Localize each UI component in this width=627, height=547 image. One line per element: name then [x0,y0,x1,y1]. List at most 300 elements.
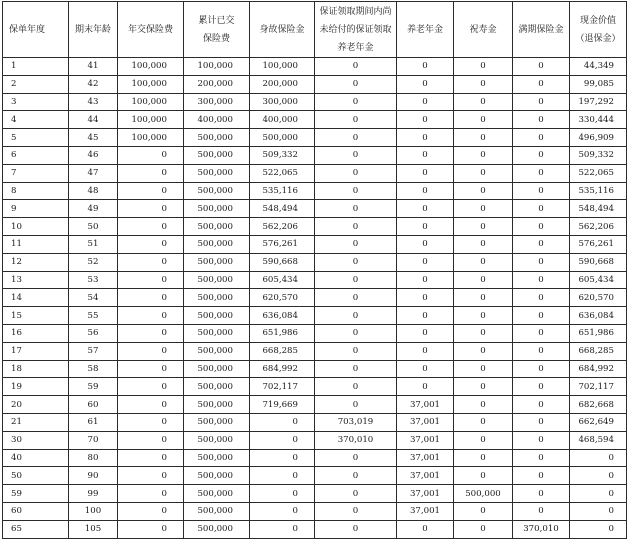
cell-birthday-benefit: 0 [454,467,513,485]
table-row [3,324,627,342]
cell-cumulative-premium: 500,000 [184,129,250,147]
table-row [3,271,627,289]
cell-cumulative-premium: 500,000 [184,378,250,396]
cell-policy-year: 5 [3,129,69,147]
cell-pension: 0 [397,111,454,129]
cell-maturity-benefit: 0 [513,360,570,378]
cell-cash-value: 0 [570,502,627,520]
cell-age-end: 47 [69,164,118,182]
cell-maturity-benefit: 0 [513,146,570,164]
cell-maturity-benefit: 0 [513,467,570,485]
header-cash-value-line1: 现金价值 [579,15,616,26]
cell-death-benefit: 684,992 [250,360,315,378]
cell-age-end: 99 [69,485,118,503]
cell-guaranteed-unpaid-pension: 0 [315,182,397,200]
cell-death-benefit: 0 [250,502,315,520]
cell-birthday-benefit: 0 [454,396,513,414]
cell-death-benefit: 562,206 [250,218,315,236]
cell-age-end: 52 [69,253,118,271]
cell-cash-value: 620,570 [570,289,627,307]
cell-death-benefit: 636,084 [250,307,315,325]
cell-death-benefit: 400,000 [250,111,315,129]
cell-maturity-benefit: 0 [513,271,570,289]
cell-annual-premium: 0 [118,396,184,414]
cell-guaranteed-unpaid-pension: 0 [315,271,397,289]
cell-guaranteed-unpaid-pension: 0 [315,396,397,414]
header-cash-value-line2: （退保金） [575,33,621,44]
cell-policy-year: 65 [3,520,69,538]
cell-policy-year: 12 [3,253,69,271]
cell-maturity-benefit: 0 [513,235,570,253]
header-pension: 养老年金 [397,2,454,58]
cell-birthday-benefit: 0 [454,146,513,164]
table-row [3,360,627,378]
cell-annual-premium: 0 [118,449,184,467]
cell-annual-premium: 0 [118,307,184,325]
table-row [3,413,627,431]
cell-death-benefit: 0 [250,449,315,467]
cell-birthday-benefit: 0 [454,431,513,449]
cell-pension: 0 [397,58,454,76]
cell-age-end: 61 [69,413,118,431]
cell-death-benefit: 605,434 [250,271,315,289]
cell-cumulative-premium: 500,000 [184,360,250,378]
cell-pension: 0 [397,218,454,236]
cell-pension: 0 [397,235,454,253]
cell-guaranteed-unpaid-pension: 370,010 [315,431,397,449]
cell-death-benefit: 0 [250,485,315,503]
cell-birthday-benefit: 0 [454,253,513,271]
cell-maturity-benefit: 0 [513,413,570,431]
cell-guaranteed-unpaid-pension: 0 [315,111,397,129]
cell-policy-year: 60 [3,502,69,520]
cell-annual-premium: 0 [118,146,184,164]
cell-policy-year: 18 [3,360,69,378]
cell-policy-year: 11 [3,235,69,253]
cell-cumulative-premium: 500,000 [184,182,250,200]
cell-age-end: 58 [69,360,118,378]
cell-policy-year: 8 [3,182,69,200]
cell-death-benefit: 620,570 [250,289,315,307]
header-guaranteed-unpaid-line2: 未给付的保证领取 [319,24,392,35]
cell-pension: 37,001 [397,485,454,503]
cell-guaranteed-unpaid-pension: 0 [315,449,397,467]
cell-cumulative-premium: 500,000 [184,413,250,431]
cell-pension: 0 [397,164,454,182]
cell-annual-premium: 0 [118,218,184,236]
cell-pension: 0 [397,200,454,218]
cell-age-end: 51 [69,235,118,253]
cell-cash-value: 509,332 [570,146,627,164]
cell-cumulative-premium: 500,000 [184,342,250,360]
cell-cash-value: 682,668 [570,396,627,414]
cell-cumulative-premium: 500,000 [184,235,250,253]
cell-guaranteed-unpaid-pension: 0 [315,502,397,520]
cell-cash-value: 668,285 [570,342,627,360]
cell-guaranteed-unpaid-pension: 0 [315,360,397,378]
cell-policy-year: 4 [3,111,69,129]
cell-maturity-benefit: 370,010 [513,520,570,538]
table-row [3,235,627,253]
cell-annual-premium: 0 [118,164,184,182]
cell-maturity-benefit: 0 [513,378,570,396]
cell-birthday-benefit: 0 [454,75,513,93]
table-row [3,502,627,520]
cell-guaranteed-unpaid-pension: 0 [315,467,397,485]
cell-guaranteed-unpaid-pension: 0 [315,485,397,503]
header-guaranteed-unpaid-line1: 保证领取期间内尚 [319,6,392,17]
cell-cumulative-premium: 200,000 [184,75,250,93]
cell-maturity-benefit: 0 [513,396,570,414]
cell-birthday-benefit: 0 [454,342,513,360]
cell-birthday-benefit: 0 [454,93,513,111]
cell-birthday-benefit: 0 [454,502,513,520]
cell-annual-premium: 0 [118,520,184,538]
cell-age-end: 56 [69,324,118,342]
cell-cash-value: 0 [570,520,627,538]
cell-annual-premium: 0 [118,271,184,289]
cell-policy-year: 13 [3,271,69,289]
cell-death-benefit: 0 [250,520,315,538]
cell-maturity-benefit: 0 [513,502,570,520]
cell-birthday-benefit: 0 [454,111,513,129]
cell-cash-value: 0 [570,467,627,485]
cell-birthday-benefit: 0 [454,307,513,325]
cell-death-benefit: 576,261 [250,235,315,253]
cell-age-end: 59 [69,378,118,396]
cell-pension: 0 [397,129,454,147]
cell-age-end: 105 [69,520,118,538]
cell-age-end: 48 [69,182,118,200]
cell-policy-year: 3 [3,93,69,111]
cell-birthday-benefit: 0 [454,164,513,182]
cell-cumulative-premium: 500,000 [184,200,250,218]
cell-pension: 0 [397,253,454,271]
benefit-table-container [2,1,621,539]
cell-annual-premium: 0 [118,485,184,503]
cell-annual-premium: 0 [118,431,184,449]
table-row [3,146,627,164]
cell-cumulative-premium: 500,000 [184,431,250,449]
cell-cumulative-premium: 500,000 [184,146,250,164]
header-cumulative-premium-line1: 累计已交 [198,15,235,26]
cell-maturity-benefit: 0 [513,307,570,325]
table-header-row [3,2,627,58]
cell-annual-premium: 100,000 [118,129,184,147]
cell-annual-premium: 0 [118,289,184,307]
cell-age-end: 80 [69,449,118,467]
cell-pension: 0 [397,146,454,164]
cell-age-end: 54 [69,289,118,307]
cell-cumulative-premium: 500,000 [184,520,250,538]
cell-birthday-benefit: 0 [454,324,513,342]
cell-birthday-benefit: 0 [454,289,513,307]
table-row [3,218,627,236]
cell-cumulative-premium: 500,000 [184,164,250,182]
cell-pension: 0 [397,378,454,396]
table-row [3,431,627,449]
cell-maturity-benefit: 0 [513,129,570,147]
cell-death-benefit: 500,000 [250,129,315,147]
cell-annual-premium: 100,000 [118,93,184,111]
cell-cumulative-premium: 500,000 [184,502,250,520]
table-row [3,253,627,271]
cell-guaranteed-unpaid-pension: 0 [315,520,397,538]
cell-cash-value: 99,085 [570,75,627,93]
table-row [3,342,627,360]
cell-maturity-benefit: 0 [513,164,570,182]
header-cumulative-premium [184,2,250,58]
cell-birthday-benefit: 0 [454,520,513,538]
cell-birthday-benefit: 0 [454,235,513,253]
cell-cash-value: 562,206 [570,218,627,236]
cell-policy-year: 1 [3,58,69,76]
cell-maturity-benefit: 0 [513,200,570,218]
cell-guaranteed-unpaid-pension: 0 [315,378,397,396]
cell-age-end: 57 [69,342,118,360]
cell-guaranteed-unpaid-pension: 0 [315,235,397,253]
cell-policy-year: 7 [3,164,69,182]
cell-birthday-benefit: 0 [454,58,513,76]
table-row [3,307,627,325]
table-row [3,58,627,76]
benefit-illustration-table [2,1,627,539]
cell-pension: 0 [397,520,454,538]
header-age-end: 期末年龄 [69,2,118,58]
cell-annual-premium: 0 [118,413,184,431]
cell-cumulative-premium: 500,000 [184,396,250,414]
cell-cash-value: 684,992 [570,360,627,378]
header-death-benefit: 身故保险金 [250,2,315,58]
cell-maturity-benefit: 0 [513,289,570,307]
cell-annual-premium: 100,000 [118,111,184,129]
table-row [3,182,627,200]
cell-age-end: 42 [69,75,118,93]
cell-guaranteed-unpaid-pension: 0 [315,218,397,236]
cell-cumulative-premium: 500,000 [184,253,250,271]
cell-age-end: 90 [69,467,118,485]
header-policy-year: 保单年度 [3,2,69,58]
cell-guaranteed-unpaid-pension: 0 [315,253,397,271]
cell-death-benefit: 668,285 [250,342,315,360]
cell-age-end: 50 [69,218,118,236]
cell-pension: 37,001 [397,502,454,520]
cell-maturity-benefit: 0 [513,75,570,93]
cell-age-end: 55 [69,307,118,325]
cell-maturity-benefit: 0 [513,58,570,76]
cell-policy-year: 15 [3,307,69,325]
cell-cash-value: 576,261 [570,235,627,253]
cell-annual-premium: 0 [118,253,184,271]
cell-policy-year: 50 [3,467,69,485]
cell-cumulative-premium: 500,000 [184,218,250,236]
cell-pension: 37,001 [397,431,454,449]
cell-policy-year: 2 [3,75,69,93]
cell-annual-premium: 0 [118,200,184,218]
cell-pension: 0 [397,93,454,111]
cell-death-benefit: 200,000 [250,75,315,93]
cell-policy-year: 6 [3,146,69,164]
cell-policy-year: 14 [3,289,69,307]
cell-cash-value: 662,649 [570,413,627,431]
header-guaranteed-unpaid-pension [315,2,397,58]
cell-death-benefit: 509,332 [250,146,315,164]
cell-age-end: 70 [69,431,118,449]
cell-policy-year: 10 [3,218,69,236]
cell-age-end: 44 [69,111,118,129]
cell-death-benefit: 522,065 [250,164,315,182]
cell-guaranteed-unpaid-pension: 0 [315,146,397,164]
cell-death-benefit: 548,494 [250,200,315,218]
table-row [3,467,627,485]
cell-guaranteed-unpaid-pension: 0 [315,342,397,360]
cell-maturity-benefit: 0 [513,485,570,503]
cell-cash-value: 197,292 [570,93,627,111]
cell-policy-year: 19 [3,378,69,396]
cell-birthday-benefit: 0 [454,218,513,236]
cell-cumulative-premium: 100,000 [184,58,250,76]
cell-guaranteed-unpaid-pension: 0 [315,289,397,307]
cell-birthday-benefit: 0 [454,360,513,378]
cell-cash-value: 548,494 [570,200,627,218]
cell-maturity-benefit: 0 [513,182,570,200]
cell-policy-year: 20 [3,396,69,414]
cell-pension: 37,001 [397,467,454,485]
cell-annual-premium: 0 [118,342,184,360]
header-cash-value [570,2,627,58]
cell-age-end: 100 [69,502,118,520]
cell-pension: 0 [397,182,454,200]
cell-age-end: 45 [69,129,118,147]
cell-guaranteed-unpaid-pension: 0 [315,93,397,111]
cell-maturity-benefit: 0 [513,218,570,236]
cell-cash-value: 605,434 [570,271,627,289]
cell-pension: 37,001 [397,396,454,414]
cell-cash-value: 496,909 [570,129,627,147]
cell-annual-premium: 0 [118,467,184,485]
cell-policy-year: 9 [3,200,69,218]
table-row [3,449,627,467]
table-row [3,93,627,111]
cell-pension: 0 [397,324,454,342]
header-maturity-benefit: 满期保险金 [513,2,570,58]
cell-cash-value: 0 [570,449,627,467]
table-row [3,520,627,538]
cell-cash-value: 468,594 [570,431,627,449]
table-row [3,164,627,182]
cell-guaranteed-unpaid-pension: 0 [315,164,397,182]
cell-age-end: 46 [69,146,118,164]
cell-age-end: 60 [69,396,118,414]
cell-birthday-benefit: 0 [454,378,513,396]
cell-guaranteed-unpaid-pension: 0 [315,129,397,147]
table-row [3,200,627,218]
cell-cumulative-premium: 500,000 [184,307,250,325]
cell-policy-year: 21 [3,413,69,431]
cell-annual-premium: 0 [118,324,184,342]
cell-pension: 0 [397,360,454,378]
cell-pension: 0 [397,271,454,289]
cell-policy-year: 40 [3,449,69,467]
cell-cumulative-premium: 500,000 [184,449,250,467]
cell-age-end: 49 [69,200,118,218]
cell-cumulative-premium: 500,000 [184,271,250,289]
cell-birthday-benefit: 0 [454,449,513,467]
cell-cumulative-premium: 300,000 [184,93,250,111]
header-guaranteed-unpaid-line3: 养老年金 [337,42,374,53]
table-row [3,111,627,129]
cell-maturity-benefit: 0 [513,449,570,467]
cell-cash-value: 651,986 [570,324,627,342]
cell-annual-premium: 0 [118,378,184,396]
table-row [3,485,627,503]
cell-policy-year: 30 [3,431,69,449]
cell-annual-premium: 0 [118,235,184,253]
cell-maturity-benefit: 0 [513,253,570,271]
cell-birthday-benefit: 0 [454,413,513,431]
cell-guaranteed-unpaid-pension: 0 [315,75,397,93]
cell-annual-premium: 0 [118,502,184,520]
table-row [3,289,627,307]
cell-cumulative-premium: 500,000 [184,485,250,503]
cell-cash-value: 0 [570,485,627,503]
cell-cash-value: 636,084 [570,307,627,325]
cell-birthday-benefit: 0 [454,200,513,218]
cell-policy-year: 59 [3,485,69,503]
cell-maturity-benefit: 0 [513,93,570,111]
cell-maturity-benefit: 0 [513,111,570,129]
cell-death-benefit: 719,669 [250,396,315,414]
cell-birthday-benefit: 0 [454,129,513,147]
cell-pension: 37,001 [397,413,454,431]
cell-death-benefit: 535,116 [250,182,315,200]
cell-death-benefit: 0 [250,431,315,449]
table-body [3,58,627,539]
cell-death-benefit: 702,117 [250,378,315,396]
cell-policy-year: 16 [3,324,69,342]
cell-death-benefit: 651,986 [250,324,315,342]
cell-maturity-benefit: 0 [513,342,570,360]
cell-age-end: 43 [69,93,118,111]
header-birthday-benefit: 祝寿金 [454,2,513,58]
table-row [3,378,627,396]
cell-annual-premium: 100,000 [118,75,184,93]
cell-maturity-benefit: 0 [513,431,570,449]
cell-death-benefit: 100,000 [250,58,315,76]
cell-age-end: 53 [69,271,118,289]
cell-annual-premium: 100,000 [118,58,184,76]
cell-age-end: 41 [69,58,118,76]
cell-guaranteed-unpaid-pension: 0 [315,324,397,342]
table-row [3,75,627,93]
cell-pension: 37,001 [397,449,454,467]
cell-pension: 0 [397,289,454,307]
cell-cash-value: 590,668 [570,253,627,271]
cell-birthday-benefit: 0 [454,271,513,289]
cell-cumulative-premium: 500,000 [184,289,250,307]
cell-cash-value: 522,065 [570,164,627,182]
cell-death-benefit: 0 [250,413,315,431]
cell-pension: 0 [397,75,454,93]
cell-cash-value: 535,116 [570,182,627,200]
header-cumulative-premium-line2: 保险费 [202,33,230,44]
cell-birthday-benefit: 500,000 [454,485,513,503]
cell-pension: 0 [397,307,454,325]
table-row [3,396,627,414]
cell-cash-value: 44,349 [570,58,627,76]
cell-cumulative-premium: 500,000 [184,467,250,485]
cell-policy-year: 17 [3,342,69,360]
